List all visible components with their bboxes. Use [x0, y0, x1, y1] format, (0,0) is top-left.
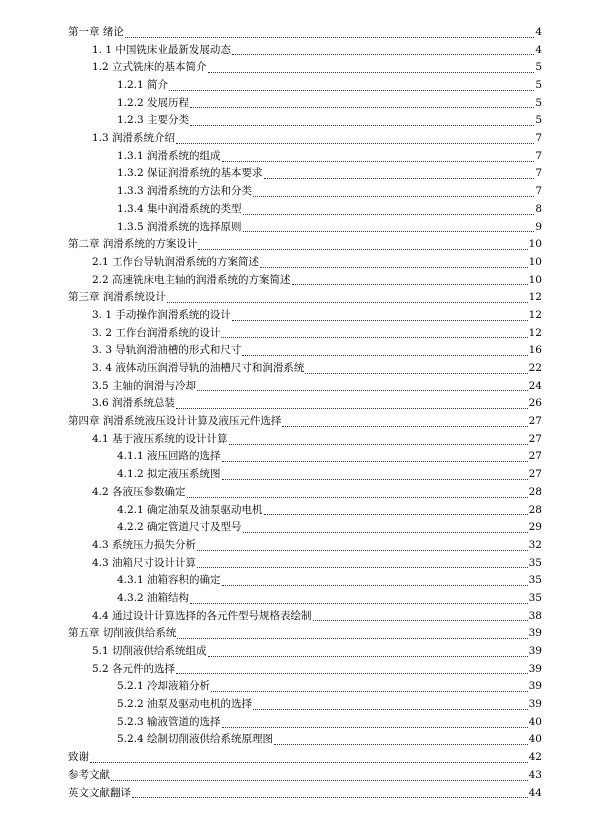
- toc-entry-title: 4.1.2 拟定液压系统图: [117, 468, 221, 481]
- toc-entry-page-number: 5: [535, 61, 542, 74]
- toc-entry-title: 4.3.2 油箱结构: [117, 591, 190, 604]
- toc-entry[interactable]: [68, 254, 542, 272]
- toc-entry[interactable]: [68, 590, 542, 608]
- toc-entry-page-number: 39: [528, 627, 542, 640]
- toc-entry-page-number: 7: [535, 132, 542, 145]
- toc-entry[interactable]: [68, 608, 542, 626]
- dot-leader: [222, 478, 528, 480]
- toc-entry[interactable]: [68, 166, 542, 184]
- toc-entry[interactable]: [68, 678, 542, 696]
- toc-entry-page-number: 28: [528, 485, 542, 498]
- toc-entry-page-number: 43: [528, 768, 542, 781]
- dot-leader: [274, 743, 528, 745]
- dot-leader: [253, 708, 528, 710]
- toc-entry-title: 第三章 润滑系统设计: [68, 291, 166, 304]
- toc-entry-title: 5.2.1 冷却液箱分析: [117, 680, 211, 693]
- toc-entry-page-number: 32: [528, 538, 542, 551]
- toc-entry[interactable]: [68, 289, 542, 307]
- toc-entry[interactable]: [68, 643, 542, 661]
- toc-entry-page-number: 27: [528, 415, 542, 428]
- toc-entry[interactable]: [68, 555, 542, 573]
- toc-entry[interactable]: [68, 77, 542, 95]
- table-of-contents: [68, 24, 542, 802]
- dot-leader: [176, 142, 534, 144]
- dot-leader: [132, 796, 528, 798]
- toc-entry-page-number: 35: [528, 574, 542, 587]
- dot-leader: [197, 566, 528, 568]
- toc-entry[interactable]: [68, 219, 542, 237]
- dot-leader: [243, 531, 528, 533]
- toc-entry-page-number: 27: [528, 432, 542, 445]
- toc-entry-page-number: 7: [535, 185, 542, 198]
- toc-entry[interactable]: [68, 572, 542, 590]
- dot-leader: [190, 124, 534, 126]
- toc-entry[interactable]: [68, 201, 542, 219]
- toc-entry-page-number: 12: [528, 326, 542, 339]
- dot-leader: [264, 513, 528, 515]
- toc-entry-page-number: 24: [528, 379, 542, 392]
- dot-leader: [222, 584, 528, 586]
- toc-entry[interactable]: [68, 484, 542, 502]
- toc-entry[interactable]: [68, 449, 542, 467]
- toc-entry-page-number: 39: [528, 662, 542, 675]
- toc-entry-title: 5.1 切削液供给系统组成: [92, 645, 207, 658]
- dot-leader: [211, 690, 528, 692]
- toc-entry[interactable]: [68, 325, 542, 343]
- toc-entry-title: 1.2.2 发展历程: [117, 96, 190, 109]
- toc-entry[interactable]: [68, 696, 542, 714]
- dot-leader: [167, 301, 528, 303]
- dot-leader: [125, 36, 534, 38]
- dot-leader: [253, 195, 534, 197]
- toc-entry-page-number: 27: [528, 450, 542, 463]
- toc-entry-title: 3. 3 导轨润滑油槽的形式和尺寸: [92, 344, 242, 357]
- dot-leader: [208, 71, 535, 73]
- toc-entry-title: 1.3.3 润滑系统的方法和分类: [117, 185, 253, 198]
- toc-entry-page-number: 39: [528, 645, 542, 658]
- toc-entry[interactable]: [68, 767, 542, 785]
- toc-entry-page-number: 35: [528, 556, 542, 569]
- toc-entry-title: 参考文献: [68, 768, 110, 781]
- toc-entry-page-number: 10: [528, 238, 542, 251]
- dot-leader: [190, 106, 534, 108]
- dot-leader: [208, 655, 528, 657]
- toc-entry-page-number: 5: [535, 114, 542, 127]
- toc-entry[interactable]: [68, 342, 542, 360]
- toc-entry-title: 第二章 润滑系统的方案设计: [68, 238, 198, 251]
- toc-entry[interactable]: [68, 466, 542, 484]
- toc-entry-page-number: 44: [528, 786, 542, 799]
- toc-entry-page-number: 7: [535, 149, 542, 162]
- toc-entry-page-number: 27: [528, 468, 542, 481]
- toc-entry[interactable]: [68, 431, 542, 449]
- toc-entry-title: 1.3.1 润滑系统的组成: [117, 149, 221, 162]
- toc-entry[interactable]: [68, 502, 542, 520]
- toc-entry[interactable]: [68, 130, 542, 148]
- dot-leader: [313, 619, 528, 621]
- toc-entry-title: 第一章 绪论: [68, 25, 124, 38]
- dot-leader: [292, 283, 528, 285]
- toc-entry-page-number: 16: [528, 344, 542, 357]
- toc-entry-title: 3. 2 工作台润滑系统的设计: [92, 326, 221, 339]
- toc-entry-title: 3. 4 液体动压润滑导轨的油槽尺寸和润滑系统: [92, 362, 305, 375]
- toc-entry-page-number: 7: [535, 167, 542, 180]
- toc-entry-page-number: 42: [528, 751, 542, 764]
- dot-leader: [232, 319, 528, 321]
- dot-leader: [111, 779, 528, 781]
- toc-entry-page-number: 26: [528, 397, 542, 410]
- toc-entry-page-number: 22: [528, 362, 542, 375]
- dot-leader: [242, 354, 527, 356]
- toc-entry-title: 1. 1 中国铣床业最新发展动态: [92, 43, 231, 56]
- toc-entry[interactable]: [68, 785, 542, 803]
- toc-entry-page-number: 28: [528, 503, 542, 516]
- toc-entry[interactable]: [68, 749, 542, 767]
- dot-leader: [264, 177, 535, 179]
- toc-entry-page-number: 4: [535, 25, 542, 38]
- dot-leader: [197, 549, 528, 551]
- dot-leader: [176, 407, 528, 409]
- toc-entry-title: 4.2 各液压参数确定: [92, 485, 186, 498]
- toc-entry-title: 3.5 主轴的润滑与冷却: [92, 379, 197, 392]
- toc-entry[interactable]: [68, 714, 542, 732]
- toc-entry-title: 3. 1 手动操作润滑系统的设计: [92, 308, 231, 321]
- toc-entry-page-number: 12: [528, 291, 542, 304]
- toc-entry[interactable]: [68, 378, 542, 396]
- dot-leader: [305, 372, 527, 374]
- toc-entry[interactable]: [68, 59, 542, 77]
- toc-entry-page-number: 9: [535, 220, 542, 233]
- toc-entry-title: 4.2.1 确定油泵及油泵驱动电机: [117, 503, 263, 516]
- toc-entry-title: 4.3 油箱尺寸设计计算: [92, 556, 197, 569]
- toc-entry[interactable]: [68, 24, 542, 42]
- toc-entry[interactable]: [68, 413, 542, 431]
- dot-leader: [190, 602, 528, 604]
- toc-entry-page-number: 5: [535, 96, 542, 109]
- toc-entry-title: 1.2 立式铣床的基本简介: [92, 61, 207, 74]
- toc-entry[interactable]: [68, 395, 542, 413]
- toc-entry[interactable]: [68, 42, 542, 60]
- dot-leader: [198, 248, 527, 250]
- toc-entry-page-number: 39: [528, 698, 542, 711]
- toc-entry[interactable]: [68, 519, 542, 537]
- toc-entry[interactable]: [68, 112, 542, 130]
- toc-entry-page-number: 10: [528, 255, 542, 268]
- toc-entry-title: 1.3.4 集中润滑系统的类型: [117, 202, 242, 215]
- dot-leader: [221, 336, 527, 338]
- toc-entry-page-number: 12: [528, 308, 542, 321]
- toc-entry-title: 5.2.2 油泵及驱动电机的选择: [117, 698, 253, 711]
- toc-entry[interactable]: [68, 625, 542, 643]
- toc-entry[interactable]: [68, 236, 542, 254]
- dot-leader: [229, 443, 528, 445]
- toc-entry-title: 4.3 系统压力损失分析: [92, 538, 197, 551]
- toc-entry-title: 第五章 切削液供给系统: [68, 627, 177, 640]
- toc-entry-title: 4.4 通过设计计算选择的各元件型号规格表绘制: [92, 609, 312, 622]
- toc-entry[interactable]: [68, 183, 542, 201]
- toc-entry-title: 1.2.3 主要分类: [117, 114, 190, 127]
- toc-entry[interactable]: [68, 272, 542, 290]
- toc-entry-page-number: 10: [528, 273, 542, 286]
- toc-entry-title: 第四章 润滑系统液压设计计算及液压元件选择: [68, 415, 282, 428]
- toc-entry-page-number: 39: [528, 680, 542, 693]
- dot-leader: [187, 496, 528, 498]
- dot-leader: [222, 726, 528, 728]
- dot-leader: [243, 213, 535, 215]
- toc-entry-title: 致谢: [68, 751, 89, 764]
- toc-entry-title: 1.2.1 简介: [117, 79, 169, 92]
- toc-entry-title: 4.1.1 液压回路的选择: [117, 450, 221, 463]
- toc-entry[interactable]: [68, 661, 542, 679]
- toc-entry[interactable]: [68, 95, 542, 113]
- toc-entry-title: 5.2 各元件的选择: [92, 662, 176, 675]
- toc-entry-page-number: 35: [528, 591, 542, 604]
- dot-leader: [197, 389, 528, 391]
- dot-leader: [169, 89, 534, 91]
- dot-leader: [222, 160, 535, 162]
- toc-entry[interactable]: [68, 360, 542, 378]
- toc-entry-title: 5.2.4 绘制切削液供给系统原理图: [117, 733, 274, 746]
- toc-entry-title: 2.2 高速铣床电主轴的润滑系统的方案简述: [92, 273, 291, 286]
- toc-entry[interactable]: [68, 732, 542, 750]
- dot-leader: [177, 637, 527, 639]
- toc-entry[interactable]: [68, 537, 542, 555]
- dot-leader: [90, 761, 528, 763]
- dot-leader: [176, 672, 528, 674]
- toc-entry-title: 4.3.1 油箱容积的确定: [117, 574, 221, 587]
- toc-entry-page-number: 8: [535, 202, 542, 215]
- toc-entry-title: 4.1 基于液压系统的设计计算: [92, 432, 228, 445]
- toc-entry-page-number: 4: [535, 43, 542, 56]
- toc-entry-title: 5.2.3 输液管道的选择: [117, 715, 221, 728]
- dot-leader: [282, 425, 527, 427]
- toc-entry-title: 英文文献翻译: [68, 786, 131, 799]
- dot-leader: [222, 460, 528, 462]
- toc-entry-page-number: 40: [528, 733, 542, 746]
- toc-entry-title: 3.6 润滑系统总装: [92, 397, 176, 410]
- dot-leader: [260, 266, 528, 268]
- toc-entry-title: 4.2.2 确定管道尺寸及型号: [117, 521, 242, 534]
- toc-entry-title: 1.3.5 润滑系统的选择原则: [117, 220, 242, 233]
- dot-leader: [232, 53, 534, 55]
- toc-entry-page-number: 29: [528, 521, 542, 534]
- dot-leader: [243, 230, 535, 232]
- toc-entry-page-number: 40: [528, 715, 542, 728]
- toc-entry-page-number: 5: [535, 79, 542, 92]
- toc-entry-title: 2.1 工作台导轨润滑系统的方案简述: [92, 255, 260, 268]
- toc-entry-title: 1.3.2 保证润滑系统的基本要求: [117, 167, 263, 180]
- toc-entry-title: 1.3 润滑系统介绍: [92, 132, 176, 145]
- toc-entry[interactable]: [68, 148, 542, 166]
- toc-entry-page-number: 38: [528, 609, 542, 622]
- toc-entry[interactable]: [68, 307, 542, 325]
